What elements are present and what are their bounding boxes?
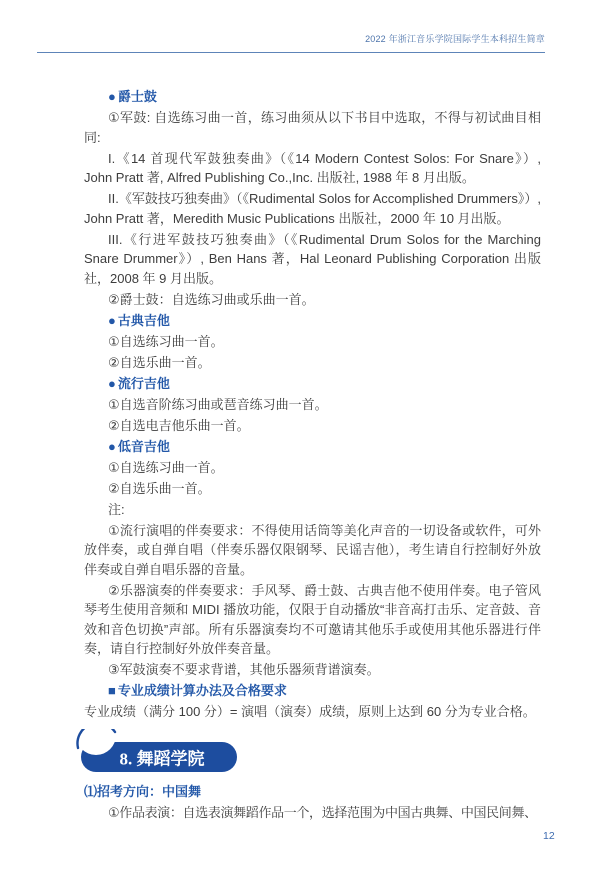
paragraph: ②自选乐曲一首。	[108, 354, 211, 370]
section-header-pop-guitar	[84, 374, 541, 394]
direction-subhead: ⑴招考方向：中国舞	[84, 783, 202, 799]
section-title: 低音吉他	[117, 438, 170, 454]
paragraph-dance-performance: ①作品表演：自选表演舞蹈作品一个，选择范围为中国古典舞、中国民间舞、	[108, 804, 537, 820]
paragraph: ①自选练习曲一首。	[108, 333, 224, 349]
section-header-bass-guitar	[84, 437, 541, 457]
dot-icon: ●	[108, 312, 116, 328]
paragraph-jazz-drum-piece: ②爵士鼓：自选练习曲或乐曲一首。	[108, 291, 315, 307]
note-1: ①流行演唱的伴奏要求：不得使用话筒等美化声音的一切设备或软件，可外放伴奏，或自弹自唱（伴奏乐器仅限钢琴、民谣吉他），考生请自行控制好外放伴奏或自弹自唱乐器的音量。	[84, 522, 541, 577]
paragraph-book-3: III.《行进军鼓技巧独奏曲》（《Rudimental Drum Solos for the Marching Snare Drummer》）, Ben Hans 著，Hal Leonard Publishing Corporation 出版社，2008 年 9 月出版。	[84, 231, 541, 286]
section-header-score-rule	[84, 681, 541, 701]
badge-label: 8. 舞蹈学院	[119, 749, 205, 768]
paragraph-book-1: I.《14 首现代军鼓独奏曲》（《14 Modern Contest Solos: For Snare》）, John Pratt 著, Alfred Publishing Co.,Inc. 出版社, 1988 年 8 月出版。	[84, 150, 541, 185]
section-title: 古典吉他	[117, 312, 170, 328]
section-title: 爵士鼓	[117, 89, 157, 104]
paragraph: ②自选电吉他乐曲一首。	[108, 417, 250, 433]
dot-icon: ●	[108, 375, 116, 391]
dot-icon: ●	[108, 89, 116, 104]
square-icon: ■	[108, 683, 116, 698]
dance-school-badge	[70, 729, 250, 779]
paragraph: ①自选音阶练习曲或琶音练习曲一首。	[108, 396, 328, 412]
document-body	[84, 87, 541, 824]
dot-icon: ●	[108, 438, 116, 454]
paragraph-book-2: II.《军鼓技巧独奏曲》（《Rudimental Solos for Accomplished Drummers》）, John Pratt 著，Meredith Music Publications 出版社，2000 年 10 月出版。	[84, 191, 541, 226]
note-2: ②乐器演奏的伴奏要求：手风琴、爵士鼓、古典吉他不使用伴奏。电子管风琴考生使用音频和 MIDI 播放功能，仅限于自动播放“非音高打击乐、定音鼓、音效和音色切换”声部。所有乐器演奏均不可邀请其他乐手或使用其他乐器进行伴奏，请自行控制好外放伴奏音量。	[84, 582, 541, 656]
score-formula: 专业成绩（满分 100 分）= 演唱（演奏）成绩，原则上达到 60 分为专业合格。	[84, 704, 536, 719]
paragraph: ②自选乐曲一首。	[108, 480, 211, 496]
section-header-jazz-drum	[84, 87, 541, 107]
paragraph: ①自选练习曲一首。	[108, 459, 224, 475]
page-header	[37, 32, 545, 53]
section-title: 专业成绩计算办法及合格要求	[117, 683, 287, 698]
notes-label: 注:	[108, 501, 125, 517]
note-3: ③军鼓演奏不要求背谱，其他乐器须背谱演奏。	[108, 662, 380, 677]
paragraph-snare-req: ①军鼓: 自选练习曲一首，练习曲须从以下书目中选取，不得与初试曲目相同:	[84, 110, 541, 145]
section-header-classical-guitar	[84, 311, 541, 331]
page-number: 12	[543, 830, 555, 842]
section-title: 流行吉他	[117, 375, 170, 391]
header-title: 2022 年浙江音乐学院国际学生本科招生简章	[365, 34, 545, 44]
